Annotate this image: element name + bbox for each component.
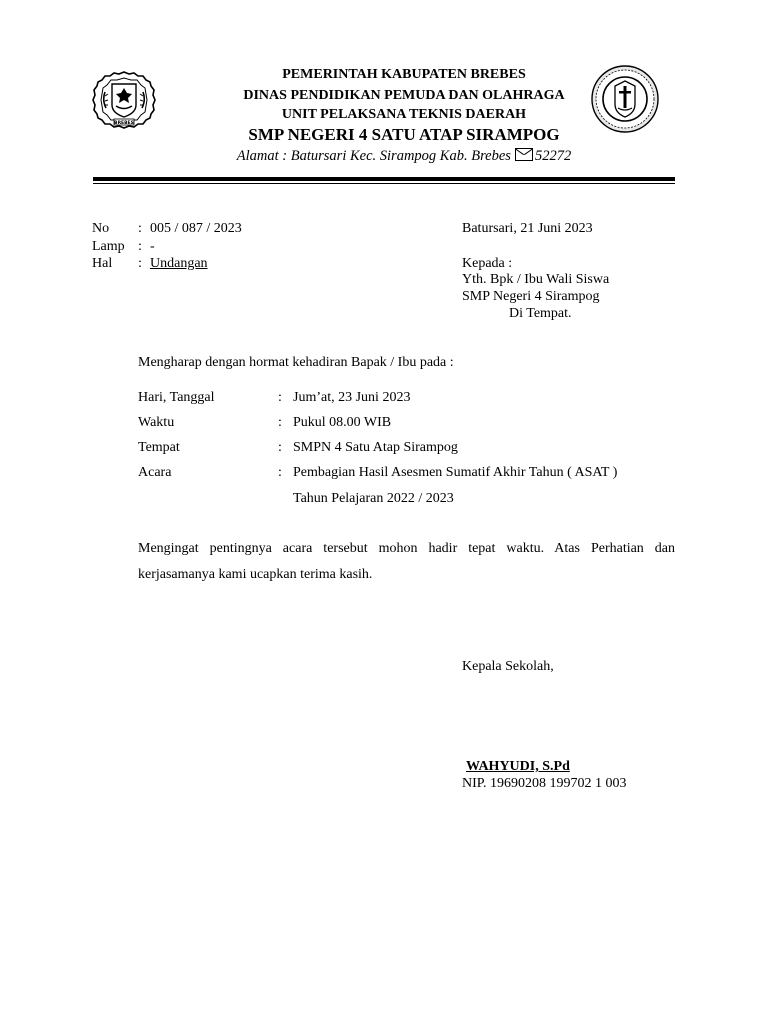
closing-paragraph: Mengingat pentingnya acara tersebut mohon hadir tepat waktu. Atas Perhatian dan kerjasamanya kami ucapkan terima kasih.: [138, 541, 675, 582]
recipient-line-2: Yth. Bpk / Ibu Wali Siswa: [462, 272, 610, 287]
recipient-line-3: SMP Negeri 4 Sirampog: [462, 289, 600, 304]
time-value: Pukul 08.00 WIB: [293, 415, 392, 430]
letterhead-rule-thick: [93, 177, 675, 181]
school-name: SMP NEGERI 4 SATU ATAP SIRAMPOG: [248, 125, 560, 144]
event-value: Pembagian Hasil Asesmen Sumatif Akhir Tahun ( ASAT ): [293, 465, 618, 480]
letterhead-line-1: PEMERINTAH KABUPATEN BREBES: [282, 67, 526, 82]
recipient-line-4: Di Tempat.: [509, 306, 572, 321]
no-label: No: [92, 221, 110, 236]
letter-number: 005 / 087 / 2023: [150, 221, 242, 236]
letterhead-line-2: DINAS PENDIDIKAN PEMUDA DAN OLAHRAGA: [243, 88, 565, 103]
lamp-sep: :: [138, 239, 142, 254]
time-sep: :: [278, 415, 282, 430]
event-sep: :: [278, 465, 282, 480]
emblem-caption: BREBES: [114, 121, 134, 126]
hal-sep: :: [138, 256, 142, 271]
no-sep: :: [138, 221, 142, 236]
school-address: [20, 148, 768, 165]
postal-code: 52272: [534, 148, 572, 164]
time-label: Waktu: [138, 415, 175, 430]
opening-sentence: Mengharap dengan hormat kehadiran Bapak / Ibu pada :: [138, 355, 454, 370]
place-sep: :: [278, 440, 282, 455]
place-value: SMPN 4 Satu Atap Sirampog: [293, 440, 458, 455]
signatory-name: WAHYUDI, S.Pd: [466, 759, 570, 774]
date-line: Batursari, 21 Juni 2023: [462, 221, 593, 236]
event-label: Acara: [138, 465, 172, 480]
address-text: Alamat : Batursari Kec. Sirampog Kab. Brebes: [236, 148, 511, 164]
recipient-line-1: Kepada :: [462, 256, 513, 271]
day-value: Jum’at, 23 Juni 2023: [293, 390, 411, 405]
day-sep: :: [278, 390, 282, 405]
letterhead-rule-thin: [93, 183, 675, 184]
day-label: Hari, Tanggal: [138, 390, 215, 405]
signature-title: Kepala Sekolah,: [462, 659, 554, 674]
hal-label: Hal: [92, 256, 113, 271]
signatory-nip: NIP. 19690208 199702 1 003: [462, 776, 627, 791]
lamp-label: Lamp: [92, 239, 125, 254]
envelope-icon: [515, 148, 533, 161]
place-label: Tempat: [138, 440, 180, 455]
lamp-value: -: [150, 239, 155, 254]
event-value-line-2: Tahun Pelajaran 2022 / 2023: [293, 491, 454, 506]
letterhead-line-3: UNIT PELAKSANA TEKNIS DAERAH: [281, 107, 527, 122]
subject: Undangan: [150, 256, 208, 271]
